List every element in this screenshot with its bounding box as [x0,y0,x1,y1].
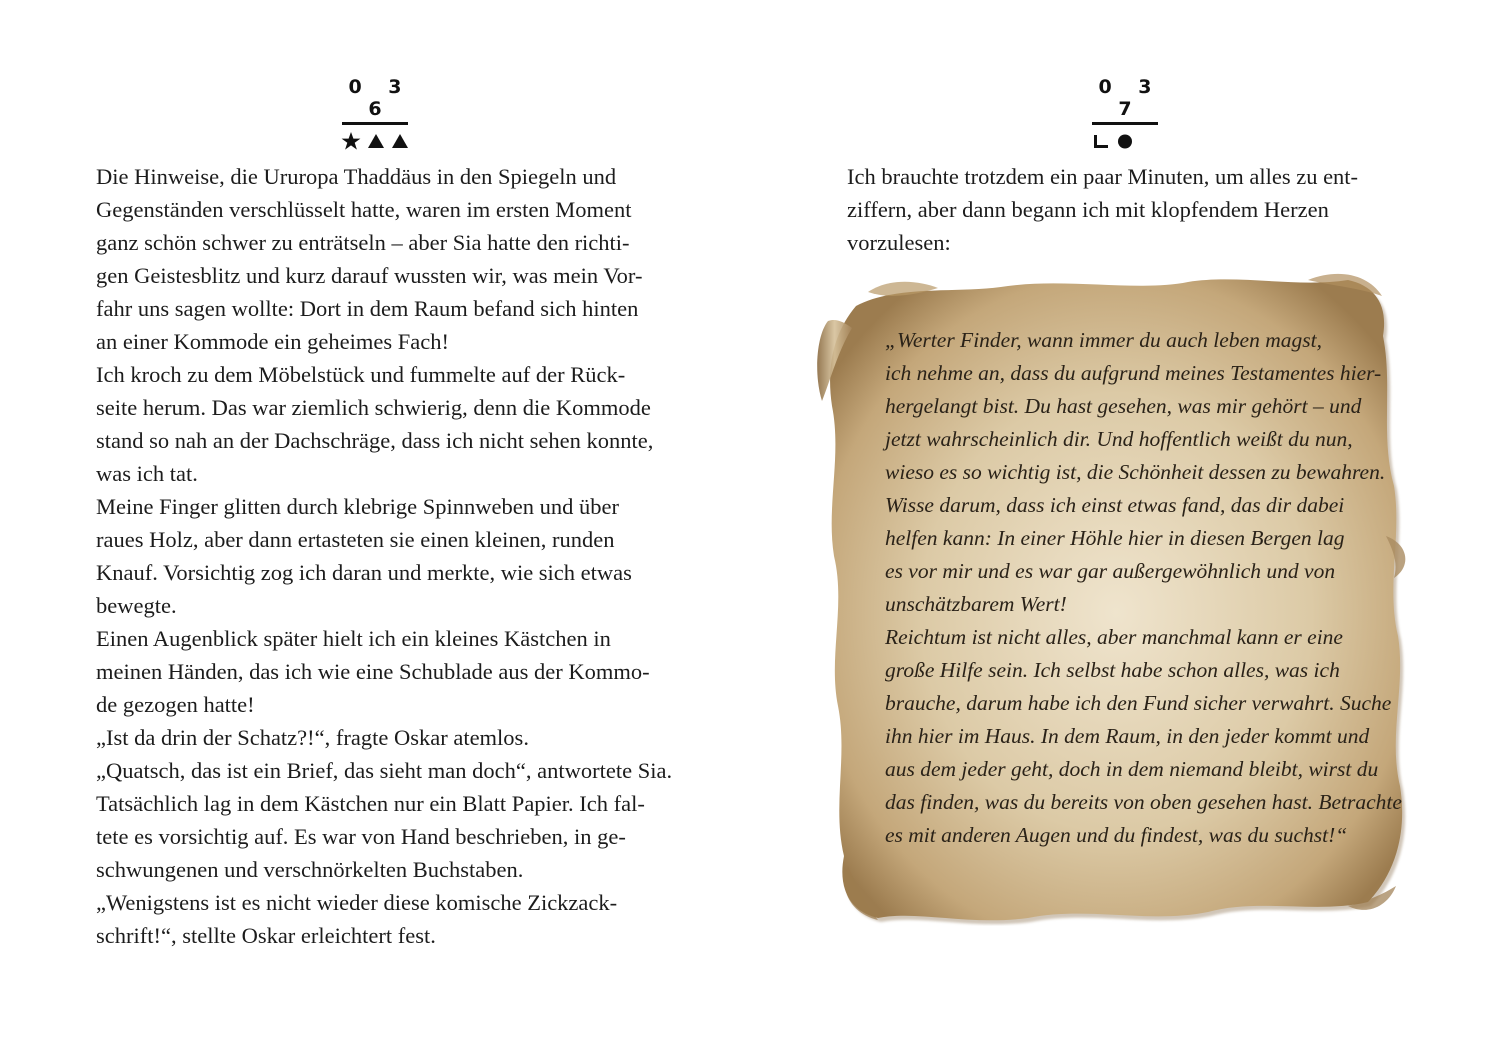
page-number-left [335,76,415,151]
letter-line: Reichtum ist nicht alles, aber manchmal kann er eine [885,625,1343,649]
page-number-digits: 0 3 7 [1098,76,1162,120]
body-line: fahr uns sagen wollte: Dort in dem Raum befand sich hinten [96,296,639,321]
body-line: ganz schön schwer zu enträtseln – aber Sia hatte den richti- [96,230,630,255]
body-line: „Ist da drin der Schatz?!“, fragte Oskar atemlos. [96,725,529,750]
circle-icon [1116,132,1134,150]
body-line: „Quatsch, das ist ein Brief, das sieht man doch“, antwortete Sia. [96,758,673,783]
letter-line: aus dem jeder geht, doch in dem niemand bleibt, wirst du [885,757,1379,781]
letter-line: Wisse darum, dass ich einst etwas fand, das dir dabei [885,493,1345,517]
letter-line: wieso es so wichtig ist, die Schönheit dessen zu bewahren. [885,460,1386,484]
body-line: an einer Kommode ein geheimes Fach! [96,329,450,354]
page-number-digits: 0 3 6 [348,76,412,120]
page-number-rule [342,122,408,125]
body-line: Einen Augenblick später hielt ich ein kleines Kästchen in [96,626,611,651]
letter-line: jetzt wahrscheinlich dir. Und hoffentlich weißt du nun, [885,427,1353,451]
body-line: Meine Finger glitten durch klebrige Spinnweben und über [96,494,620,519]
body-line: vorzulesen: [847,230,951,255]
right-page-intro [847,160,1407,259]
body-line: Ich kroch zu dem Möbelstück und fummelte auf der Rück- [96,362,626,387]
letter-line: es mit anderen Augen und du findest, was du suchst!“ [885,823,1348,847]
letter-line: hergelangt bist. Du hast gesehen, was mir gehört – und [885,394,1362,418]
body-line: Knauf. Vorsichtig zog ich daran und merkte, wie sich etwas [96,560,632,585]
letter-line: große Hilfe sein. Ich selbst habe schon alles, was ich [885,658,1340,682]
body-line: schrift!“, stellte Oskar erleichtert fest. [96,923,436,948]
letter-line: ich nehme an, dass du aufgrund meines Testamentes hier- [885,361,1382,385]
body-line: „Wenigstens ist es nicht wieder diese komische Zickzack- [96,890,618,915]
letter-line: helfen kann: In einer Höhle hier in diesen Bergen lag [885,526,1345,550]
letter-line: es vor mir und es war gar außergewöhnlich und von [885,559,1336,583]
letter-text [885,324,1402,852]
body-line: seite herum. Das war ziemlich schwierig, denn die Kommode [96,395,651,420]
page-symbols [335,131,415,151]
body-line: Ich brauchte trotzdem ein paar Minuten, um alles zu ent- [847,164,1359,189]
body-line: Die Hinweise, die Ururopa Thaddäus in den Spiegeln und [96,164,617,189]
letter-line: „Werter Finder, wann immer du auch leben magst, [885,328,1322,352]
body-line: Tatsächlich lag in dem Kästchen nur ein Blatt Papier. Ich fal- [96,791,645,816]
body-line: de gezogen hatte! [96,692,255,717]
letter-line: unschätzbarem Wert! [885,592,1067,616]
page-number-rule [1092,122,1158,125]
body-line: stand so nah an der Dachschräge, dass ich nicht sehen konnte, [96,428,654,453]
body-line: raues Holz, aber dann ertasteten sie einen kleinen, runden [96,527,615,552]
body-line: tete es vorsichtig auf. Es war von Hand beschrieben, in ge- [96,824,626,849]
crescent-icon [1140,132,1158,150]
letter-line: brauche, darum habe ich den Fund sicher verwahrt. Suche [885,691,1392,715]
letter-line: das finden, was du bereits von oben gesehen hast. Betrachte [885,790,1402,814]
body-line: meinen Händen, das ich wie eine Schublade aus der Kommo- [96,659,650,684]
body-line: Gegenständen verschlüsselt hatte, waren im ersten Moment [96,197,632,222]
body-line: schwungenen und verschnörkelten Buchstaben. [96,857,524,882]
body-line: was ich tat. [96,461,198,486]
page-number-right [1085,76,1165,151]
triangle-icon [367,132,385,150]
body-line: gen Geistesblitz und kurz darauf wussten wir, was mein Vor- [96,263,643,288]
body-line: bewegte. [96,593,177,618]
left-page-body [96,160,676,952]
triangle-icon [391,132,409,150]
body-line: ziffern, aber dann begann ich mit klopfendem Herzen [847,197,1329,222]
page-symbols [1085,131,1165,151]
star-icon [341,131,361,151]
letter-line: ihn hier im Haus. In dem Raum, in den jeder kommt und [885,724,1370,748]
l-shape-icon [1092,132,1110,150]
